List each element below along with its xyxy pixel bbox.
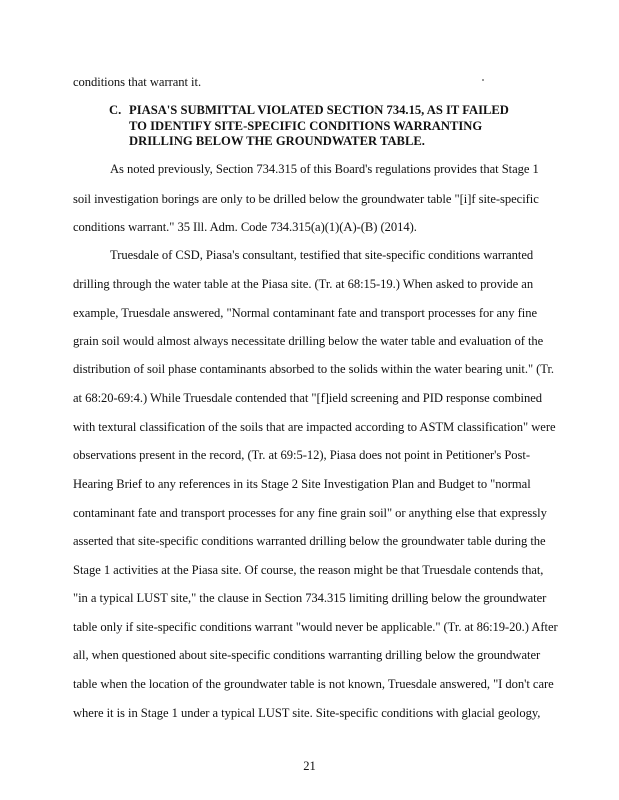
paragraph-line: table when the location of the groundwater table is not known, Truesdale answered, "I don't care — [73, 677, 554, 691]
section-heading-line: TO IDENTIFY SITE-SPECIFIC CONDITIONS WARRANTING — [129, 118, 483, 133]
paragraph-line: As noted previously, Section 734.315 of this Board's regulations provides that Stage 1 — [110, 162, 539, 176]
paragraph-line: where it is in Stage 1 under a typical LUST site. Site-specific conditions with glacial geology, — [73, 706, 541, 720]
page-number: 21 — [303, 759, 316, 773]
section-heading — [129, 103, 509, 150]
paragraph-line: observations present in the record, (Tr. at 69:5-12), Piasa does not point in Petitioner's Post- — [73, 448, 530, 462]
section-heading-line: DRILLING BELOW THE GROUNDWATER TABLE. — [129, 134, 425, 148]
section-heading-line: PIASA'S SUBMITTAL VIOLATED SECTION 734.15, AS IT FAILED — [129, 103, 509, 117]
scan-speck — [482, 79, 484, 81]
paragraph-line: all, when questioned about site-specific conditions warranting drilling below the groundwater — [73, 648, 541, 662]
section-letter: C. — [109, 103, 122, 117]
paragraph-line: conditions warrant." 35 Ill. Adm. Code 734.315(a)(1)(A)-(B) (2014). — [73, 220, 417, 234]
paragraph-line: contaminant fate and transport processes for any fine grain soil" or anything else that expressly — [73, 506, 547, 520]
paragraph-line: "in a typical LUST site," the clause in Section 734.315 limiting drilling below the groundwater — [73, 591, 547, 605]
paragraph-line: grain soil would almost always necessitate drilling below the water table and evaluation of the — [73, 334, 544, 348]
paragraph-line: asserted that site-specific conditions warranted drilling below the groundwater table during the — [73, 534, 546, 548]
paragraph-line: example, Truesdale answered, "Normal contaminant fate and transport processes for any fine — [73, 306, 538, 320]
paragraph-line: distribution of soil phase contaminants absorbed to the solids within the water bearing unit." (Tr. — [73, 362, 555, 376]
paragraph-line: Stage 1 activities at the Piasa site. Of course, the reason might be that Truesdale contends that, — [73, 563, 544, 577]
paragraph-line: Hearing Brief to any references in its Stage 2 Site Investigation Plan and Budget to "normal — [73, 477, 531, 491]
paragraph-line: soil investigation borings are only to be drilled below the groundwater table "[i]f site-specific — [73, 192, 539, 206]
paragraph-line: with textural classification of the soils that are impacted according to ASTM classification" were — [73, 420, 556, 434]
paragraph-line: table only if site-specific conditions warrant "would never be applicable." (Tr. at 86:19-20.) After — [73, 620, 558, 634]
continuation-line: conditions that warrant it. — [73, 75, 202, 89]
paragraph-line: Truesdale of CSD, Piasa's consultant, testified that site-specific conditions warranted — [110, 248, 534, 262]
paragraph-line: at 68:20-69:4.) While Truesdale contended that "[f]ield screening and PID response combined — [73, 391, 543, 405]
paragraph-line: drilling through the water table at the Piasa site. (Tr. at 68:15-19.) When asked to provide an — [73, 277, 534, 291]
